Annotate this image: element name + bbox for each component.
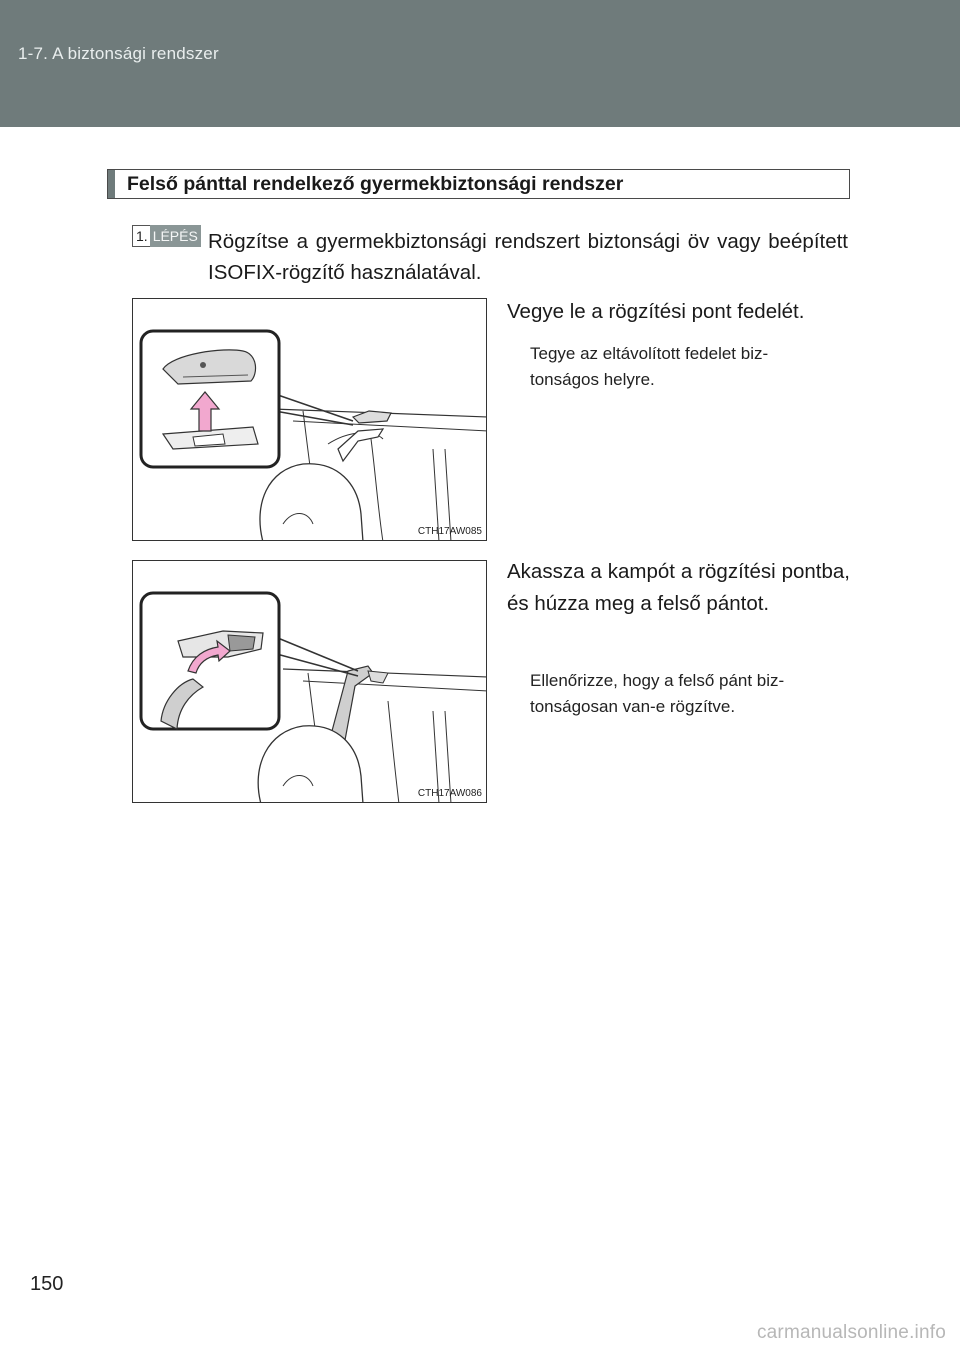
figure-attach-hook — [132, 560, 487, 803]
step-3-text: Akassza a kampót a rögzítési pontba, és húzza meg a felső pántot. — [507, 560, 850, 615]
figure-code: CTH17AW085 — [417, 526, 482, 537]
step-1-text: Rögzítse a gyermekbiztonsági rendszert biztonsági öv vagy beépített ISOFIX-rögzítő használatával. — [208, 230, 848, 284]
figure-remove-cover — [132, 298, 487, 541]
step-1-number: 1. — [132, 225, 150, 247]
step-1-badge — [132, 225, 201, 247]
section-title: Felső pánttal rendelkező gyermekbiztonsági rendszer — [127, 173, 624, 195]
remove-cover-illustration — [133, 299, 487, 541]
section-title-accent — [108, 170, 115, 198]
page-number: 150 — [30, 1273, 64, 1295]
section-title-box — [107, 169, 850, 199]
step-2-note: Tegye az eltávolított fedelet biz-tonságos helyre. — [530, 344, 769, 389]
watermark[interactable]: carmanualsonline.info — [756, 1322, 946, 1343]
header-bar — [0, 0, 960, 127]
step-3-note: Ellenőrizze, hogy a felső pánt biz-tonságosan van-e rögzítve. — [530, 671, 785, 716]
step-1-label: LÉPÉS — [150, 225, 201, 247]
step-2-text: Vegye le a rögzítési pont fedelét. — [507, 300, 805, 323]
chapter-title: 1-7. A biztonsági rendszer — [18, 44, 219, 63]
figure-code: CTH17AW086 — [417, 788, 482, 799]
attach-hook-illustration — [133, 561, 487, 803]
